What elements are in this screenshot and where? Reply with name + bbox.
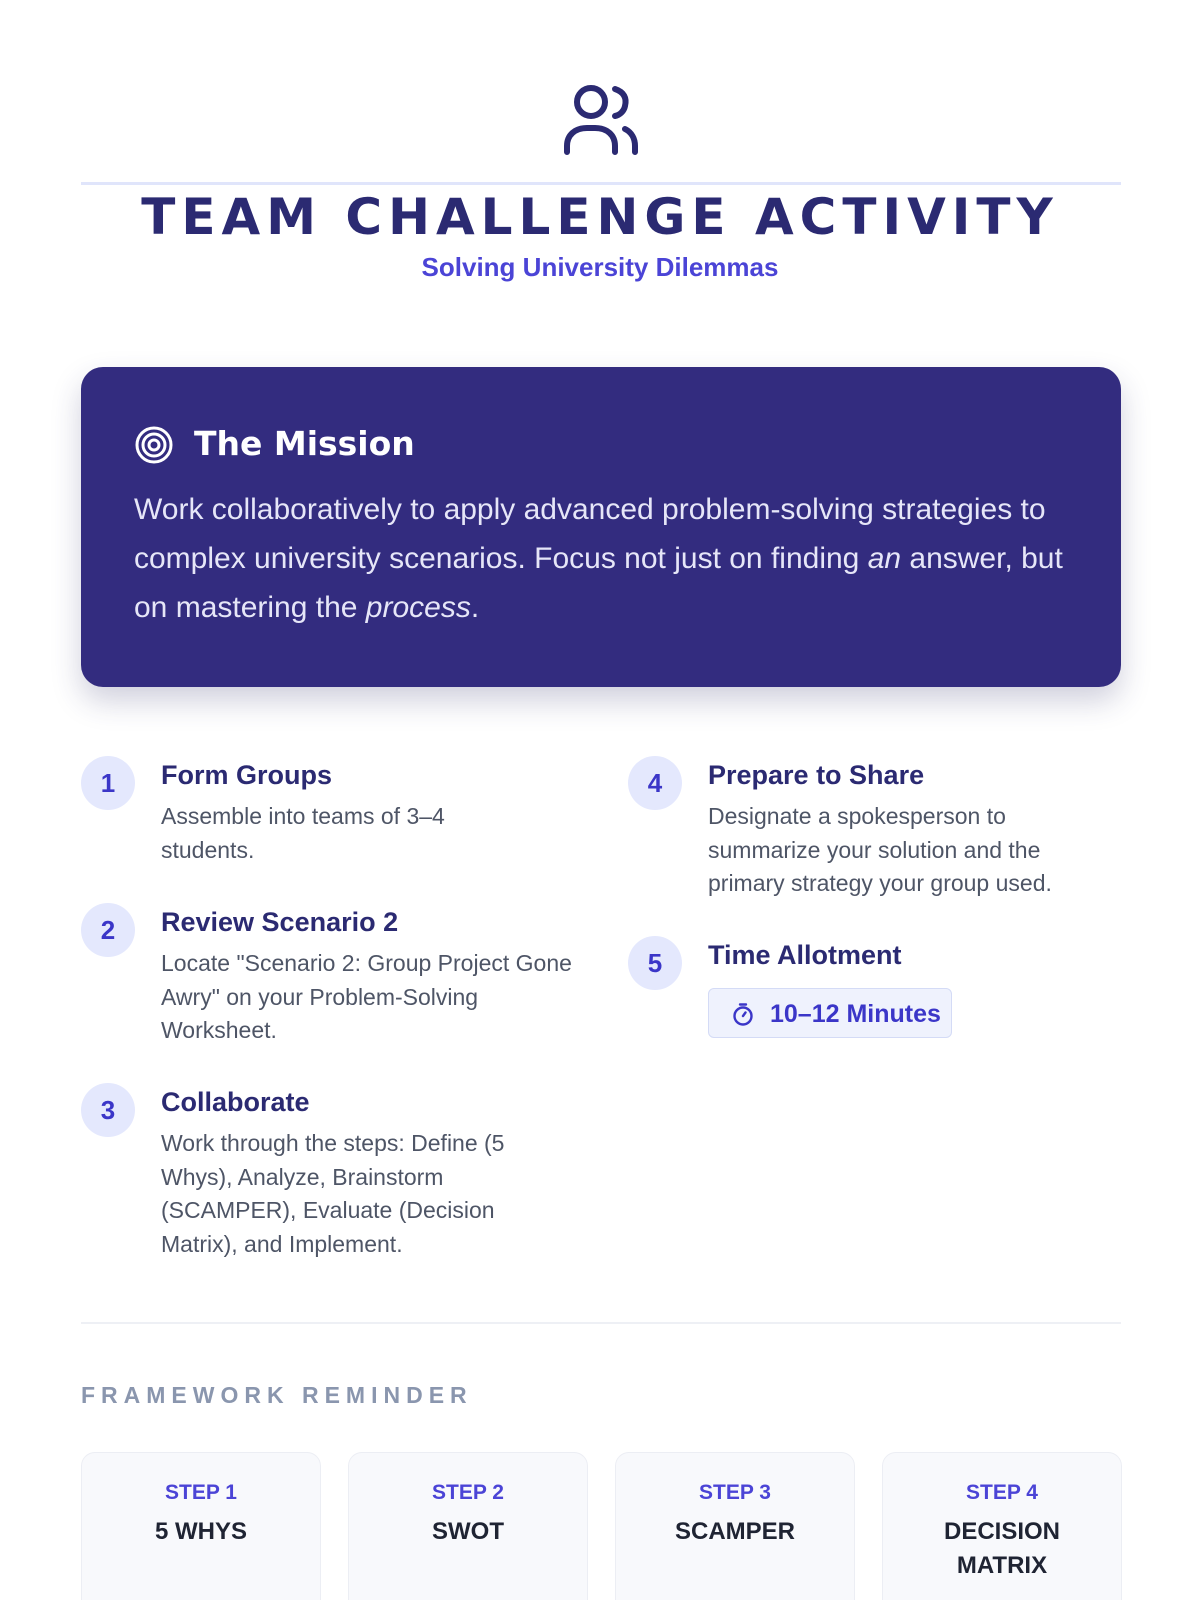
step-title: Review Scenario 2	[161, 907, 399, 937]
step-title: Form Groups	[161, 760, 333, 790]
step-number: 5	[628, 936, 682, 990]
framework-step: STEP 3	[699, 1481, 771, 1504]
step-description: Designate a spokesperson to summarize your solution and the primary strategy your group used.	[708, 803, 1052, 896]
framework-step: STEP 4	[966, 1481, 1038, 1504]
framework-name: SWOT	[432, 1518, 504, 1545]
step-title: Time Allotment	[708, 940, 902, 970]
step-title: Collaborate	[161, 1087, 310, 1117]
framework-step: STEP 2	[432, 1481, 504, 1504]
page-subtitle: Solving University Dilemmas	[421, 252, 779, 282]
step-description: Work through the steps: Define (5 Whys), Analyze, Brainstorm (SCAMPER), Evaluate (Decision Matrix), and Implement.	[161, 1130, 505, 1257]
target-icon	[134, 425, 174, 465]
framework-card-scamper	[615, 1452, 855, 1600]
framework-name: DECISION MATRIX	[943, 1518, 1060, 1579]
time-badge	[708, 988, 952, 1038]
framework-card-swot	[348, 1452, 588, 1600]
step-title: Prepare to Share	[708, 760, 925, 790]
step-number: 2	[81, 903, 135, 957]
time-value: 10–12 Minutes	[770, 1000, 941, 1028]
framework-step: STEP 1	[165, 1481, 237, 1504]
header-divider	[81, 182, 1121, 185]
step-description: Locate "Scenario 2: Group Project Gone Awry" on your Problem-Solving Worksheet.	[161, 950, 572, 1043]
framework-name: SCAMPER	[674, 1518, 795, 1545]
mission-description: Work collaboratively to apply advanced problem-solving strategies to complex university scenarios. Focus not just on finding an answer, but on mastering the process.	[134, 493, 1063, 624]
mission-card	[81, 367, 1121, 687]
step-number: 4	[628, 756, 682, 810]
framework-card-decision-matrix	[882, 1452, 1122, 1600]
timer-icon	[731, 1002, 755, 1026]
framework-name: 5 WHYS	[154, 1518, 247, 1545]
page-title: TEAM CHALLENGE ACTIVITY	[141, 188, 1059, 246]
framework-card-5-whys	[81, 1452, 321, 1600]
users-icon	[563, 84, 639, 156]
framework-label: FRAMEWORK REMINDER	[81, 1382, 473, 1408]
step-number: 3	[81, 1083, 135, 1137]
section-divider	[81, 1322, 1121, 1324]
step-number: 1	[81, 756, 135, 810]
mission-title: The Mission	[194, 424, 415, 463]
step-description: Assemble into teams of 3–4 students.	[161, 803, 445, 863]
